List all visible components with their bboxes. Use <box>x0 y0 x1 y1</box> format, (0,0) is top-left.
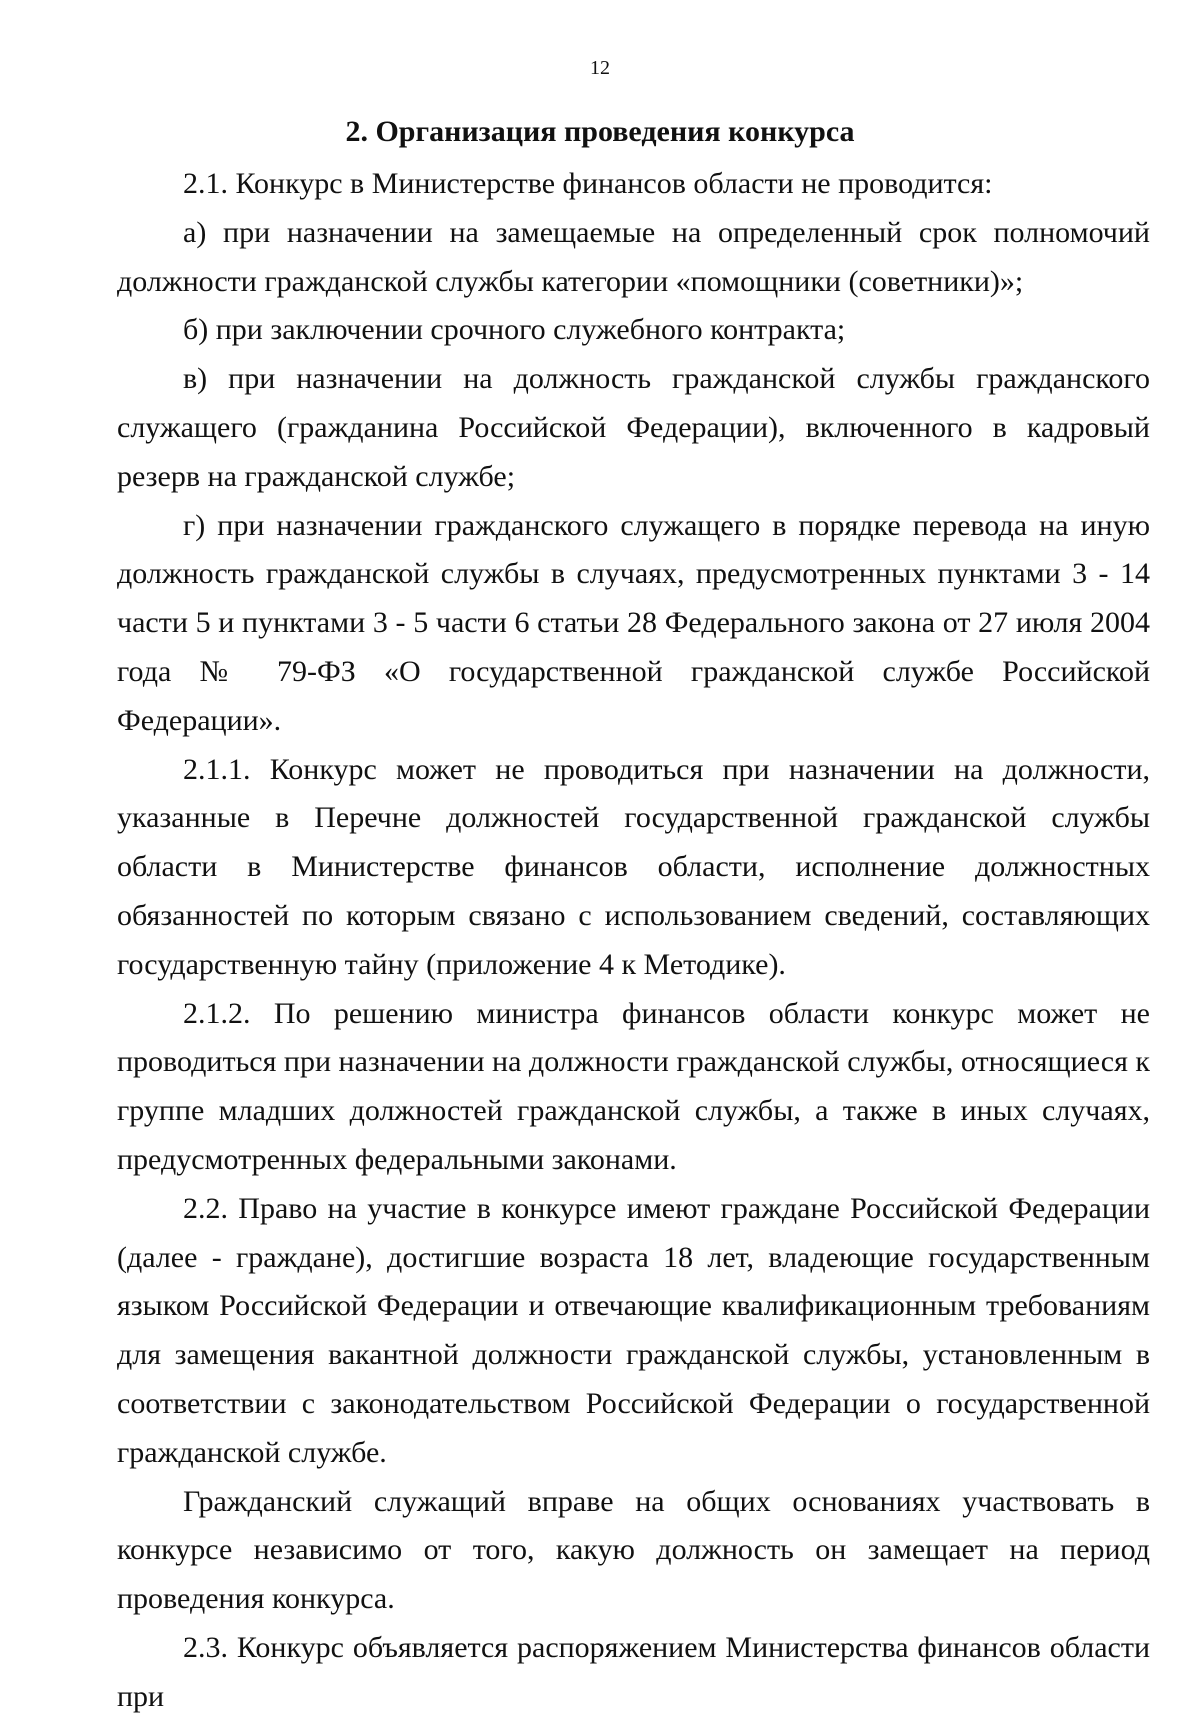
document-body <box>117 160 1150 1722</box>
page-number: 12 <box>590 57 610 79</box>
section-title: 2. Организация проведения конкурса <box>345 115 855 148</box>
paragraph-2-1-2: 2.1.2. По решению министра финансов области конкурс может не проводиться при назначении на должности гражданской службы, относящиеся к группе младших должностей гражданской службы, а также в иных случаях, предусмотренных федеральными законами. <box>117 996 1150 1176</box>
paragraph-2-2: 2.2. Право на участие в конкурсе имеют граждане Российской Федерации (далее - граждане), достигшие возраста 18 лет, владеющие государственным языком Российской Федерации и отвечающие квалификационным требованиям для замещения вакантной должности гражданской службы, установленным в соответствии с законодательством Российской Федерации о государственной гражданской службе. <box>117 1191 1150 1469</box>
paragraph-2-1-g: г) при назначении гражданского служащего в порядке перевода на иную должность гражданской службы в случаях, предусмотренных пунктами 3 - 14 части 5 и пунктами 3 - 5 части 6 статьи 28 Федерального закона от 27 июля 2004 года № 79-ФЗ «О государственной гражданской службе Российской Федерации». <box>117 508 1150 737</box>
paragraph-2-1-v: в) при назначении на должность гражданской службы гражданского служащего (гражданина Российской Федерации), включенного в кадровый резерв на гражданской службе; <box>117 362 1150 493</box>
paragraph-2-1-a: а) при назначении на замещаемые на определенный срок полномочий должности гражданской службы категории «помощники (советники)»; <box>117 215 1150 298</box>
paragraph-2-1: 2.1. Конкурс в Министерстве финансов области не проводится: <box>183 167 993 200</box>
paragraph-2-1-1: 2.1.1. Конкурс может не проводиться при назначении на должности, указанные в Перечне должностей государственной гражданской службы области в Министерстве финансов области, исполнение должностных обязанностей по которым связано с использованием сведений, составляющих государственную тайну (приложение 4 к Методике). <box>117 752 1150 981</box>
paragraph-civil-servant: Гражданский служащий вправе на общих основаниях участвовать в конкурсе независимо от того, какую должность он замещает на период проведения конкурса. <box>117 1484 1150 1616</box>
paragraph-2-1-b: б) при заключении срочного служебного контракта; <box>183 313 846 347</box>
paragraph-2-3: 2.3. Конкурс объявляется распоряжением Министерства финансов области при <box>117 1630 1150 1713</box>
